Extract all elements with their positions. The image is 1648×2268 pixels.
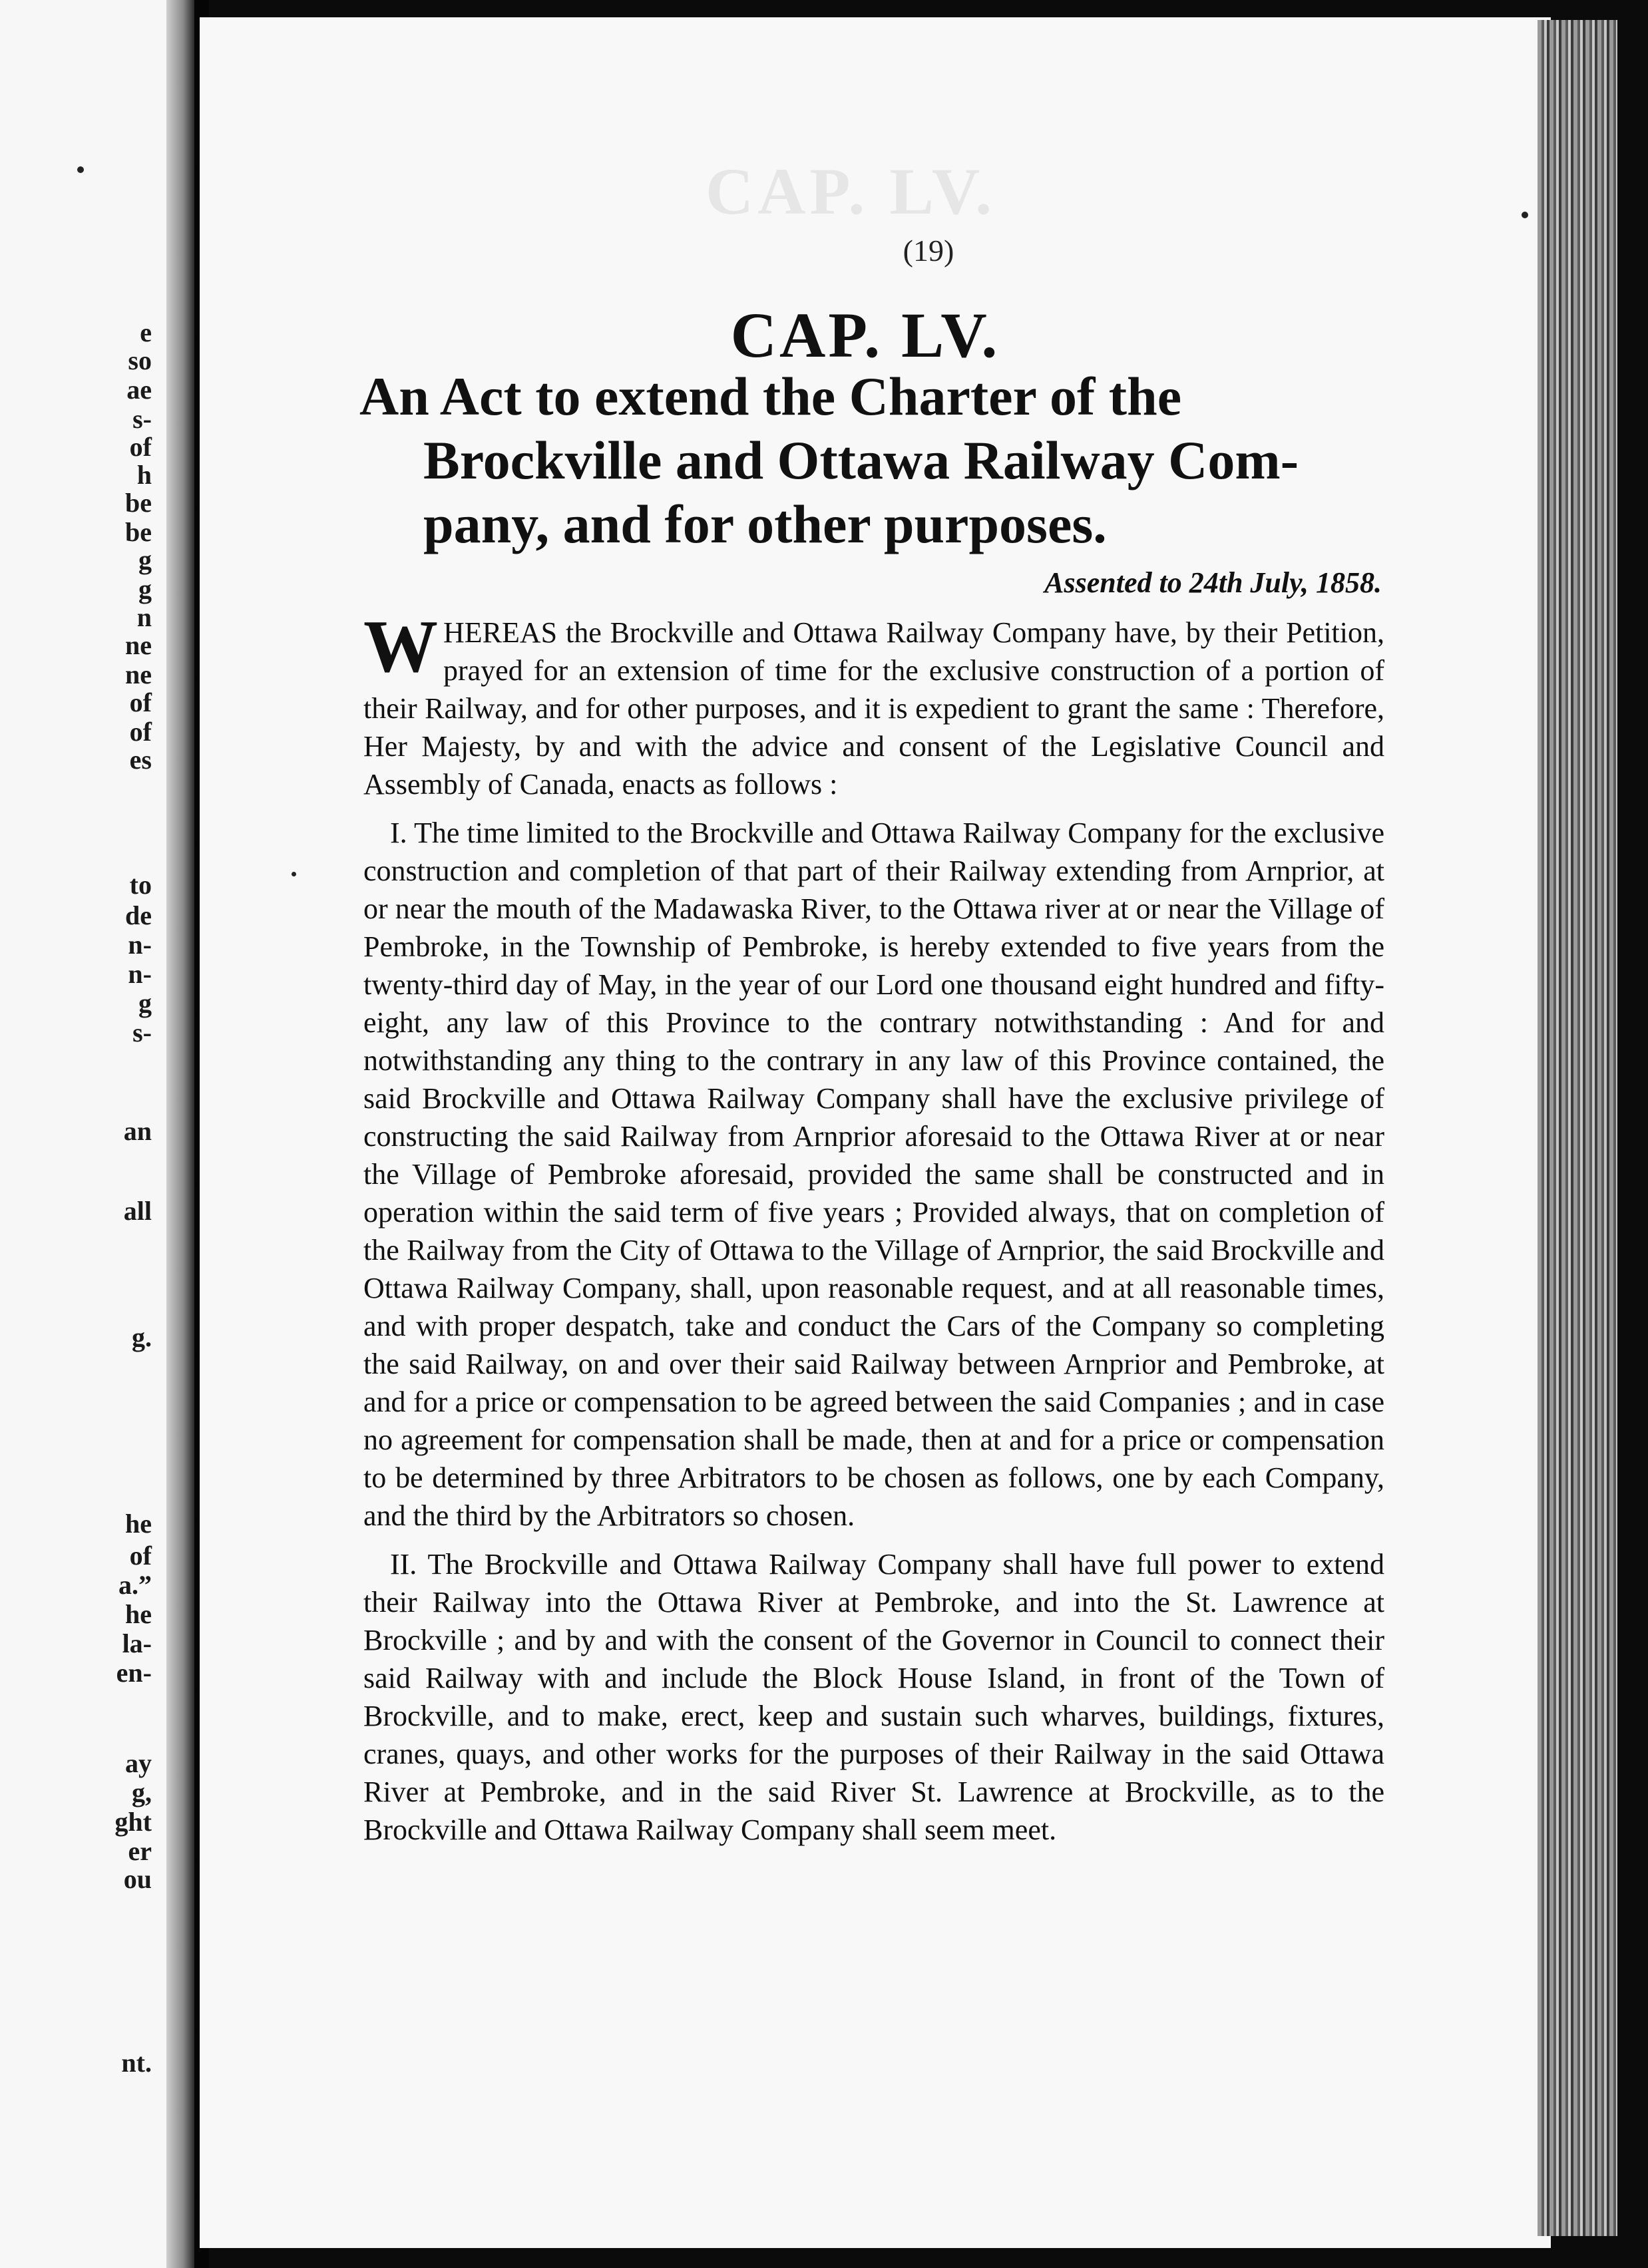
- facing-page-fragment: ou: [123, 1864, 152, 1894]
- facing-page-fragment: a.”: [118, 1570, 152, 1600]
- facing-page-fragment: en-: [116, 1658, 152, 1688]
- facing-page-fragment: g,: [132, 1778, 152, 1807]
- book-gutter: [166, 0, 194, 2268]
- facing-page-fragment: of: [129, 687, 152, 717]
- ink-speck: [77, 166, 84, 173]
- chapter-heading: CAP. LV.: [730, 299, 1000, 371]
- act-title: [359, 365, 1384, 556]
- facing-page: [0, 0, 194, 2268]
- facing-page-fragment: he: [125, 1509, 152, 1539]
- facing-page-fragment: g.: [132, 1322, 152, 1352]
- facing-page-fragment: so: [128, 345, 152, 375]
- facing-page-fragment: g: [138, 988, 152, 1018]
- facing-page-fragment: g: [138, 574, 152, 604]
- bleed-through-text: CAP. LV.: [706, 154, 996, 228]
- facing-page-fragment: ne: [125, 660, 152, 689]
- act-body: [363, 606, 1384, 1849]
- facing-page-fragment: e: [140, 317, 152, 347]
- facing-page-fragment: g: [138, 545, 152, 575]
- facing-page-fragment: he: [125, 1599, 152, 1629]
- facing-page-fragment: to: [129, 870, 152, 900]
- facing-page-fragment: be: [125, 517, 152, 547]
- facing-page-fragment: h: [136, 460, 152, 490]
- drop-cap: W: [363, 606, 438, 688]
- facing-page-fragment: ne: [125, 630, 152, 660]
- assent-date: Assented to 24th July, 1858.: [1044, 566, 1382, 599]
- preamble-text: HEREAS the Brockville and Ottawa Railway Company have, by their Petition, prayed for an extension of time for the exclusive construction of a portion of their Railway, and for other purposes, and it is expedient to grant the same : Therefore, Her Majesty, by and with the advice and consent of the Legislative Council and Assembly of Canada, enacts as follows :: [363, 616, 1384, 801]
- act-title-line-2: Brockville and Ottawa Railway Com-: [423, 430, 1299, 490]
- page-number: (19): [903, 234, 954, 268]
- facing-page-fragment: of: [129, 717, 152, 747]
- facing-page-fragment: n: [136, 602, 152, 632]
- act-title-line-3: pany, and for other purposes.: [423, 494, 1107, 554]
- facing-page-fragment: s-: [132, 404, 152, 434]
- facing-page-fragment: la-: [122, 1628, 152, 1658]
- facing-page-fragment: of: [129, 432, 152, 462]
- facing-page-fragment: ght: [114, 1807, 152, 1837]
- facing-page-fragment: n-: [128, 930, 152, 960]
- ink-speck: [292, 872, 296, 876]
- facing-page-fragment: ae: [126, 375, 152, 405]
- facing-page-fragment: all: [123, 1196, 152, 1226]
- facing-page-fragment: ay: [125, 1748, 152, 1778]
- ink-speck: [1522, 212, 1528, 218]
- act-title-line-1: An Act to extend the Charter of the: [359, 366, 1182, 427]
- page-edges: [1538, 20, 1617, 2236]
- facing-page-fragment: es: [129, 745, 152, 775]
- facing-page-fragment: n-: [128, 959, 152, 989]
- facing-page-fragment: be: [125, 488, 152, 518]
- facing-page-fragment: nt.: [121, 2048, 152, 2078]
- facing-page-fragment: er: [128, 1836, 152, 1866]
- facing-page-fragment: of: [129, 1541, 152, 1571]
- facing-page-fragment: s-: [132, 1018, 152, 1047]
- section-2: II. The Brockville and Ottawa Railway Company shall have full power to extend their Railway into the Ottawa River at Pembroke, and into the St. Lawrence at Brockville ; and by and with the consent of the Governor in Council to connect their said Railway with and include the Block House Island, in front of the Town of Brockville, and to make, erect, keep and sustain such wharves, buildings, fixtures, cranes, quays, and other works for the purposes of their Railway in the said Ottawa River at Pembroke, and in the said River St. Lawrence at Brockville, as to the Brockville and Ottawa Railway Company shall seem meet.: [363, 1548, 1384, 1846]
- section-1: I. The time limited to the Brockville and Ottawa Railway Company for the exclusive construction and completion of that part of their Railway extending from Arnprior, at or near the mouth of the Madawaska River, to the Ottawa river at or near the Village of Pembroke, in the Township of Pembroke, is hereby extended to five years from the twenty-third day of May, in the year of our Lord one thousand eight hundred and fifty-eight, any law of this Province to the contrary notwithstanding : And for and notwithstanding any thing to the contrary in any law of this Province contained, the said Brockville and Ottawa Railway Company shall have the exclusive privilege of constructing the said Railway from Arnprior aforesaid to the Ottawa River at or near the Village of Pembroke aforesaid, provided the same shall be constructed and in operation within the said term of five years ; Provided always, that on completion of the Railway from the City of Ottawa to the Village of Arnprior, the said Brockville and Ottawa Railway Company, shall, upon reasonable request, and at all reasonable times, and with proper despatch, take and conduct the Cars of the Company so completing the said Railway, on and over their said Railway between Arnprior and Pembroke, at and for a price or compensation to be agreed between the said Companies ; and in case no agreement for compensation shall be made, then at and for a price or compensation to be determined by three Arbitrators to be chosen as follows, one by each Company, and the third by the Arbitrators so chosen.: [363, 817, 1384, 1532]
- facing-page-fragment: an: [123, 1116, 152, 1146]
- preamble-paragraph: [363, 606, 1384, 803]
- facing-page-fragment: de: [125, 900, 152, 930]
